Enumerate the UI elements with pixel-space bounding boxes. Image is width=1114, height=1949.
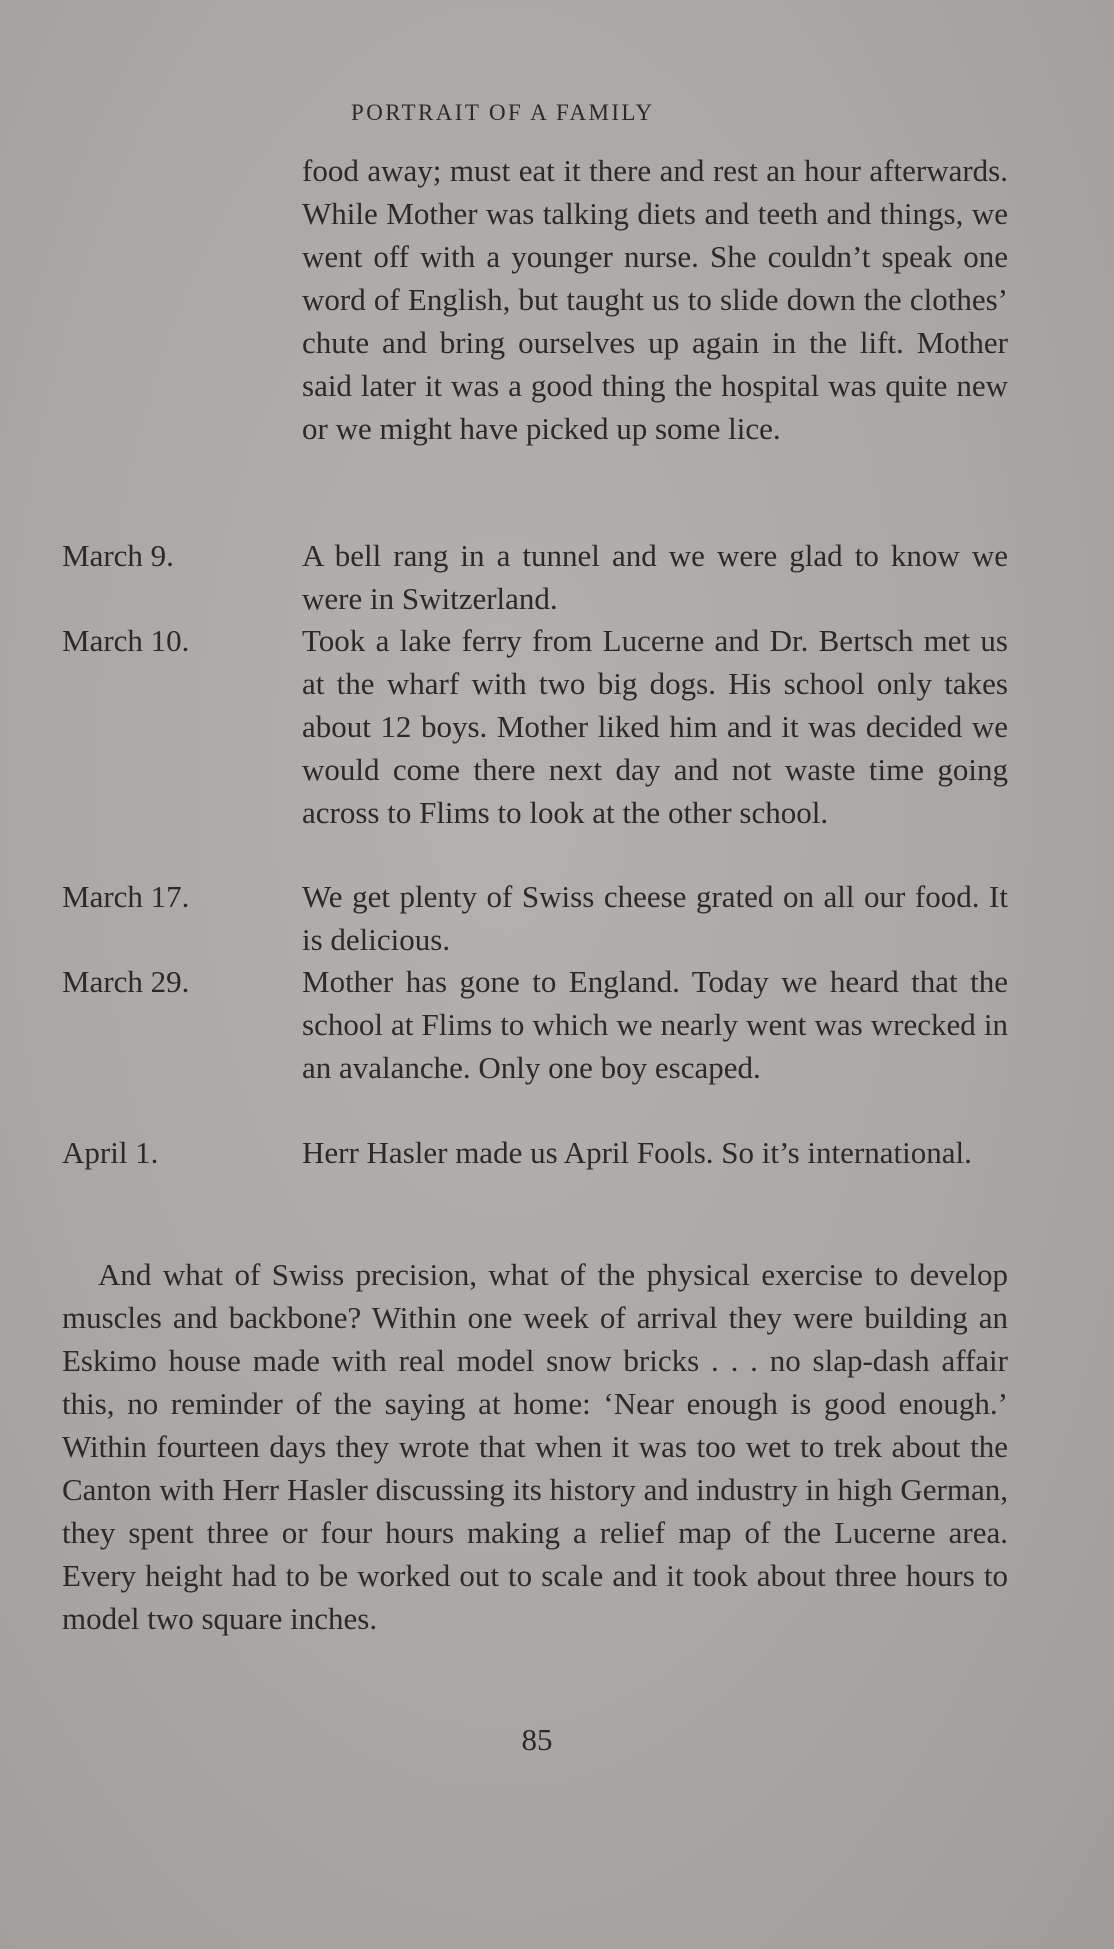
diary-date: March 17.	[62, 879, 190, 914]
running-head: PORTRAIT OF A FAMILY	[351, 100, 655, 125]
diary-date: March 10.	[62, 623, 190, 658]
diary-text: Took a lake ferry from Lucerne and Dr. Bertsch met us at the wharf with two big dogs. His school only takes about 12 boys. Mother liked him and it was decided we would come there next day and not waste time going across to Flims to look at the other school.	[302, 623, 1008, 830]
page-number: 85	[521, 1722, 553, 1757]
diary-date: March 9.	[62, 538, 174, 573]
diary-date: April 1.	[62, 1135, 159, 1170]
diary-text: Mother has gone to England. Today we heard that the school at Flims to which we nearly went was wrecked in an avalanche. Only one boy escaped.	[302, 964, 1008, 1085]
continued-entry-text: food away; must eat it there and rest an hour afterwards. While Mother was talking diets and teeth and things, we went off with a younger nurse. She couldn’t speak one word of English, but taught us to slide down the clothes’ chute and bring ourselves up again in the lift. Mother said later it was a good thing the hospital was quite new or we might have picked up some lice.	[302, 153, 1008, 446]
diary-text: We get plenty of Swiss cheese grated on all our food. It is delicious.	[302, 879, 1008, 957]
diary-date: March 29.	[62, 964, 190, 999]
diary-text: Herr Hasler made us April Fools. So it’s international.	[302, 1135, 972, 1170]
closing-paragraph: And what of Swiss precision, what of the physical exercise to develop muscles and backbone? Within one week of arrival they were building an Eskimo house made with real model snow bricks . . . no slap-dash affair this, no reminder of the saying at home: ‘Near enough is good enough.’ Within fourteen days they wrote that when it was too wet to trek about the Canton with Herr Hasler discussing its history and industry in high German, they spent three or four hours making a relief map of the Lucerne area. Every height had to be worked out to scale and it took about three hours to model two square inches.	[62, 1257, 1008, 1636]
diary-text: A bell rang in a tunnel and we were glad to know we were in Switzerland.	[302, 538, 1008, 616]
